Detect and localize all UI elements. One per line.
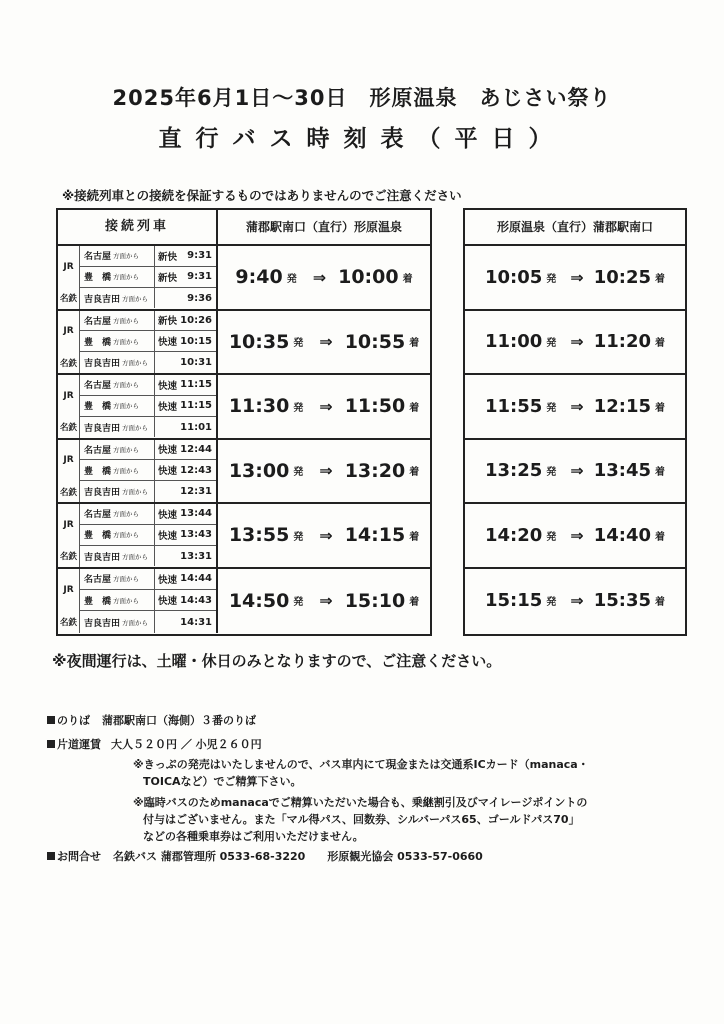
outbound-row xyxy=(58,569,430,634)
arrival-time: 13:45 xyxy=(593,460,651,482)
return-row xyxy=(465,375,685,440)
departure-time: 11:55 xyxy=(485,395,543,417)
station-toyohashi: 豊 橋 xyxy=(84,337,112,348)
return-rows xyxy=(465,246,685,633)
arrival-label: 着 xyxy=(409,338,420,350)
station-nagoya: 名古屋 xyxy=(84,252,112,263)
train-time: 11:15 xyxy=(180,400,212,412)
arrival-time: 11:20 xyxy=(593,331,651,353)
contact-meitetsu-bus: 名鉄バス 蒲郡管理所 0533-68-3220 xyxy=(113,850,306,863)
divider xyxy=(154,525,155,545)
arrow-right-icon: ⇒ xyxy=(319,461,333,481)
train-time: 10:26 xyxy=(180,314,212,326)
arrival-label: 着 xyxy=(655,467,665,479)
station-toyohashi: 豊 橋 xyxy=(84,596,112,607)
square-bullet-icon xyxy=(47,716,55,724)
direction-suffix: 方面から xyxy=(113,252,140,261)
station-toyohashi: 豊 橋 xyxy=(84,273,112,284)
boarding-label: のりば xyxy=(57,714,90,727)
divider xyxy=(154,440,155,460)
station-nagoya: 名古屋 xyxy=(84,316,112,327)
direction-suffix: 方面から xyxy=(113,381,140,390)
outbound-bus-time xyxy=(218,504,430,567)
station-name xyxy=(84,460,139,480)
return-row xyxy=(465,440,685,505)
train-type: 快速 xyxy=(158,401,178,413)
title-line-2: 直行バス時刻表（平日） xyxy=(158,126,566,152)
train-type: 快速 xyxy=(158,445,178,457)
outbound-bus-time xyxy=(218,440,430,503)
departure-label: 発 xyxy=(293,597,304,609)
contact-line xyxy=(47,848,483,864)
train-type: 快速 xyxy=(158,337,178,349)
outbound-header xyxy=(58,210,430,246)
train-time: 13:31 xyxy=(180,550,212,562)
arrow-right-icon: ⇒ xyxy=(319,591,333,611)
divider xyxy=(154,267,155,287)
outbound-timetable xyxy=(56,208,432,636)
arrow-right-icon: ⇒ xyxy=(570,525,584,545)
station-name xyxy=(84,311,139,331)
arrival-time: 12:15 xyxy=(593,395,651,417)
divider xyxy=(154,311,155,331)
station-name xyxy=(84,396,139,416)
departure-label: 発 xyxy=(293,531,304,543)
departure-label: 発 xyxy=(546,531,557,543)
return-row xyxy=(465,311,685,376)
arrival-label: 着 xyxy=(409,402,420,414)
square-bullet-icon xyxy=(47,852,55,860)
outbound-row xyxy=(58,375,430,440)
station-name xyxy=(84,417,148,438)
arrival-label: 着 xyxy=(655,597,665,609)
outbound-row xyxy=(58,246,430,311)
station-name xyxy=(84,267,139,287)
jr-label: JR xyxy=(58,246,80,288)
divider xyxy=(154,375,155,395)
jr-label: JR xyxy=(58,504,80,546)
arrival-label: 着 xyxy=(409,531,420,543)
departure-time: 9:40 xyxy=(235,266,283,289)
train-time: 13:44 xyxy=(180,508,212,520)
arrow-right-icon: ⇒ xyxy=(319,396,333,416)
boarding-line xyxy=(47,712,256,728)
divider xyxy=(154,481,155,502)
fare-note-5: などの各種乗車券はご利用いただけません。 xyxy=(143,830,364,843)
arrival-label: 着 xyxy=(655,338,665,350)
jr-label: JR xyxy=(58,440,80,482)
direction-suffix: 方面から xyxy=(122,423,149,432)
direction-suffix: 方面から xyxy=(113,273,140,282)
connection-kira-yoshida xyxy=(80,417,216,438)
arrival-label: 着 xyxy=(655,402,665,414)
connection-nagoya xyxy=(80,440,216,461)
fare-note-4: 付与はございません。また「マル得パス、回数券、シルバーパス65、ゴールドパス70」 xyxy=(143,813,580,826)
departure-time: 13:55 xyxy=(228,524,290,547)
arrival-time: 15:35 xyxy=(593,590,651,612)
train-time: 14:31 xyxy=(180,616,212,628)
arrow-right-icon: ⇒ xyxy=(570,267,584,287)
station-name xyxy=(84,569,139,589)
arrival-time: 11:50 xyxy=(344,395,406,418)
arrival-time: 14:40 xyxy=(593,524,651,546)
square-bullet-icon xyxy=(47,740,55,748)
train-time: 9:36 xyxy=(187,292,212,304)
meitetsu-label: 名鉄 xyxy=(58,546,80,567)
departure-time: 14:20 xyxy=(485,524,543,546)
train-type: 快速 xyxy=(158,596,178,608)
meitetsu-label: 名鉄 xyxy=(58,611,80,633)
jr-label: JR xyxy=(58,311,80,353)
divider xyxy=(154,611,155,632)
arrival-label: 着 xyxy=(402,273,413,285)
station-kira-yoshida: 吉良吉田 xyxy=(84,618,121,629)
connection-trains xyxy=(58,375,218,438)
header-outbound-route: 蒲郡駅南口（直行）形原温泉 xyxy=(245,220,402,234)
meitetsu-label: 名鉄 xyxy=(58,417,80,438)
station-name xyxy=(84,375,139,395)
station-nagoya: 名古屋 xyxy=(84,445,112,456)
station-kira-yoshida: 吉良吉田 xyxy=(84,359,121,370)
departure-label: 発 xyxy=(293,338,304,350)
station-name xyxy=(84,590,139,610)
train-time: 11:01 xyxy=(180,421,212,433)
train-type: 快速 xyxy=(158,530,178,542)
connection-kira-yoshida xyxy=(80,352,216,373)
connection-nagoya xyxy=(80,375,216,396)
arrival-time: 13:20 xyxy=(344,459,406,482)
direction-suffix: 方面から xyxy=(113,510,140,519)
departure-label: 発 xyxy=(293,402,304,414)
departure-label: 発 xyxy=(546,467,557,479)
departure-time: 10:35 xyxy=(228,330,290,353)
train-type: 快速 xyxy=(158,466,178,478)
divider xyxy=(154,331,155,351)
train-type: 新快 xyxy=(158,251,178,263)
divider xyxy=(154,288,155,309)
direction-suffix: 方面から xyxy=(113,445,140,454)
departure-label: 発 xyxy=(546,597,557,609)
direction-suffix: 方面から xyxy=(113,337,140,346)
train-time: 14:44 xyxy=(180,573,212,585)
connection-kira-yoshida xyxy=(80,546,216,567)
direction-suffix: 方面から xyxy=(113,316,140,325)
connection-kira-yoshida xyxy=(80,288,216,309)
station-name xyxy=(84,331,139,351)
connection-nagoya xyxy=(80,504,216,525)
notice-night-operation: ※夜間運行は、土曜・休日のみとなりますので、ご注意ください。 xyxy=(52,652,502,670)
divider xyxy=(154,546,155,567)
outbound-row xyxy=(58,440,430,505)
outbound-bus-time xyxy=(218,375,430,438)
notice-connection: ※接続列車との接続を保証するものではありませんのでご注意ください xyxy=(62,188,462,203)
outbound-bus-time xyxy=(218,246,430,309)
train-type: 快速 xyxy=(158,380,178,392)
contact-tourism-association: 形原観光協会 0533-57-0660 xyxy=(327,850,483,863)
arrow-right-icon: ⇒ xyxy=(570,591,584,611)
outbound-row xyxy=(58,311,430,376)
departure-time: 10:05 xyxy=(485,266,543,288)
direction-suffix: 方面から xyxy=(113,596,140,605)
station-name xyxy=(84,525,139,545)
connection-toyohashi xyxy=(80,525,216,546)
arrival-time: 10:00 xyxy=(338,266,399,289)
return-row xyxy=(465,504,685,569)
divider xyxy=(154,504,155,524)
connection-trains xyxy=(58,569,218,634)
train-time: 9:31 xyxy=(187,250,212,262)
boarding-value: 蒲郡駅南口（海側）３番のりば xyxy=(102,714,256,727)
departure-label: 発 xyxy=(546,273,557,285)
direction-suffix: 方面から xyxy=(113,466,140,475)
train-time: 14:43 xyxy=(180,594,212,606)
meitetsu-label: 名鉄 xyxy=(58,352,80,373)
divider xyxy=(154,352,155,373)
departure-label: 発 xyxy=(286,273,297,285)
departure-time: 13:00 xyxy=(228,459,290,482)
divider xyxy=(154,396,155,416)
station-name xyxy=(84,504,139,524)
direction-suffix: 方面から xyxy=(122,488,149,497)
arrow-right-icon: ⇒ xyxy=(570,461,584,481)
direction-suffix: 方面から xyxy=(122,618,149,627)
station-name xyxy=(84,246,139,266)
departure-time: 15:15 xyxy=(485,590,543,612)
direction-suffix: 方面から xyxy=(113,402,140,411)
arrow-right-icon: ⇒ xyxy=(319,332,333,352)
train-type: 新快 xyxy=(158,272,178,284)
divider xyxy=(154,569,155,589)
departure-time: 14:50 xyxy=(228,589,290,612)
connection-kira-yoshida xyxy=(80,611,216,632)
outbound-rows xyxy=(58,246,430,633)
arrow-right-icon: ⇒ xyxy=(570,396,584,416)
station-name xyxy=(84,440,139,460)
connection-toyohashi xyxy=(80,396,216,417)
station-toyohashi: 豊 橋 xyxy=(84,531,112,542)
arrival-time: 10:55 xyxy=(344,330,406,353)
connection-trains xyxy=(58,246,218,309)
train-time: 12:31 xyxy=(180,486,212,498)
train-time: 11:15 xyxy=(180,379,212,391)
train-type: 快速 xyxy=(158,509,178,521)
station-nagoya: 名古屋 xyxy=(84,381,112,392)
arrival-label: 着 xyxy=(655,273,665,285)
departure-label: 発 xyxy=(546,338,557,350)
fare-label: 片道運賃 xyxy=(57,738,101,751)
station-kira-yoshida: 吉良吉田 xyxy=(84,423,121,434)
train-type: 快速 xyxy=(158,574,178,586)
station-toyohashi: 豊 橋 xyxy=(84,402,112,413)
connection-nagoya xyxy=(80,246,216,267)
departure-time: 13:25 xyxy=(485,460,543,482)
train-time: 9:31 xyxy=(187,271,212,283)
fare-note-3: ※臨時バスのためmanacaでご精算いただいた場合も、乗継割引及びマイレージポイントの xyxy=(133,796,588,809)
connection-trains xyxy=(58,311,218,374)
divider xyxy=(154,246,155,266)
arrow-right-icon: ⇒ xyxy=(570,332,584,352)
direction-suffix: 方面から xyxy=(122,359,149,368)
departure-label: 発 xyxy=(546,402,557,414)
train-time: 13:43 xyxy=(180,529,212,541)
connection-trains xyxy=(58,440,218,503)
header-connection-train: 接続列車 xyxy=(58,210,218,244)
departure-time: 11:30 xyxy=(228,395,290,418)
meitetsu-label: 名鉄 xyxy=(58,481,80,502)
connection-toyohashi xyxy=(80,590,216,611)
divider xyxy=(154,417,155,438)
jr-label: JR xyxy=(58,375,80,417)
departure-label: 発 xyxy=(293,467,304,479)
connection-nagoya xyxy=(80,569,216,590)
title-line-1: 2025年6月1日～30日 形原温泉 あじさい祭り xyxy=(112,86,612,110)
arrival-time: 10:25 xyxy=(593,266,651,288)
station-kira-yoshida: 吉良吉田 xyxy=(84,488,121,499)
outbound-row xyxy=(58,504,430,569)
connection-kira-yoshida xyxy=(80,481,216,502)
train-time: 10:31 xyxy=(180,357,212,369)
header-return-route: 形原温泉（直行）蒲郡駅南口 xyxy=(465,210,685,246)
arrival-time: 14:15 xyxy=(344,524,406,547)
return-timetable xyxy=(463,208,687,636)
connection-trains xyxy=(58,504,218,567)
arrival-time: 15:10 xyxy=(344,589,406,612)
arrival-label: 着 xyxy=(655,531,665,543)
arrival-label: 着 xyxy=(409,597,420,609)
divider xyxy=(154,460,155,480)
fare-note-2: TOICAなど）でご精算下さい。 xyxy=(143,775,302,788)
connection-nagoya xyxy=(80,311,216,332)
meitetsu-label: 名鉄 xyxy=(58,288,80,309)
direction-suffix: 方面から xyxy=(122,552,149,561)
station-name xyxy=(84,288,148,309)
arrival-label: 着 xyxy=(409,467,420,479)
station-kira-yoshida: 吉良吉田 xyxy=(84,552,121,563)
train-time: 12:43 xyxy=(180,464,212,476)
connection-toyohashi xyxy=(80,267,216,288)
station-toyohashi: 豊 橋 xyxy=(84,466,112,477)
outbound-bus-time xyxy=(218,311,430,374)
station-name xyxy=(84,546,148,567)
direction-suffix: 方面から xyxy=(122,294,149,303)
contact-label: お問合せ xyxy=(57,850,101,863)
train-time: 12:44 xyxy=(180,443,212,455)
station-nagoya: 名古屋 xyxy=(84,510,112,521)
station-nagoya: 名古屋 xyxy=(84,575,112,586)
arrow-right-icon: ⇒ xyxy=(319,525,333,545)
station-name xyxy=(84,611,148,632)
direction-suffix: 方面から xyxy=(113,575,140,584)
return-row xyxy=(465,246,685,311)
fare-line xyxy=(47,736,262,752)
train-time: 10:15 xyxy=(180,335,212,347)
fare-value: 大人５２０円 ／ 小児２６０円 xyxy=(111,738,262,751)
direction-suffix: 方面から xyxy=(113,531,140,540)
departure-time: 11:00 xyxy=(485,331,543,353)
jr-label: JR xyxy=(58,569,80,612)
station-name xyxy=(84,481,148,502)
return-row xyxy=(465,569,685,634)
connection-toyohashi xyxy=(80,460,216,481)
train-type: 新快 xyxy=(158,316,178,328)
divider xyxy=(154,590,155,610)
connection-toyohashi xyxy=(80,331,216,352)
station-kira-yoshida: 吉良吉田 xyxy=(84,294,121,305)
outbound-bus-time xyxy=(218,569,430,634)
station-name xyxy=(84,352,148,373)
arrow-right-icon: ⇒ xyxy=(312,267,327,287)
fare-note-1: ※きっぷの発売はいたしませんので、バス車内にて現金または交通系ICカード（manaca・ xyxy=(133,758,589,771)
